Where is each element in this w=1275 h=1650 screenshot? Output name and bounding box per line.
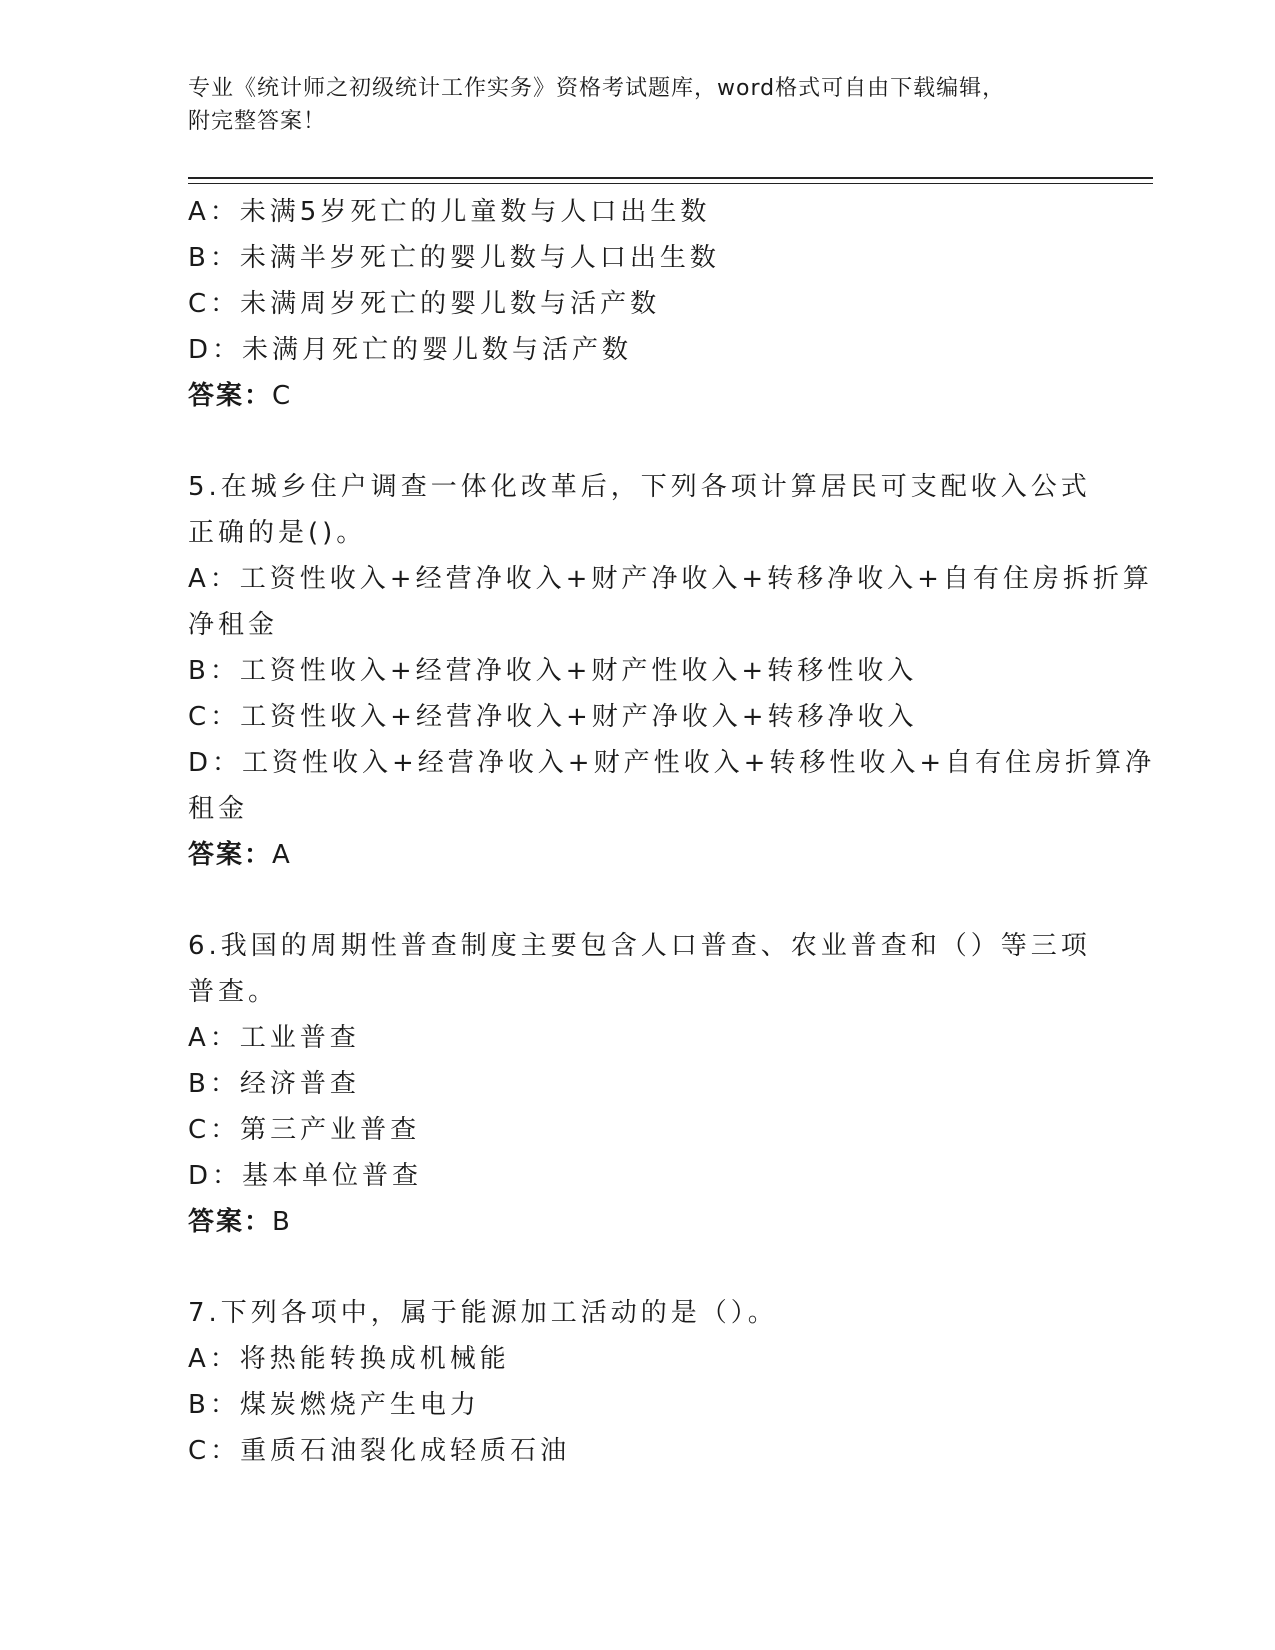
answer-label: 答案： (188, 1207, 273, 1237)
option-a: A：工业普查 (188, 1023, 360, 1053)
header-line-1: 专业《统计师之初级统计工作实务》资格考试题库，word格式可自由下载编辑， (188, 76, 1006, 101)
question-6 (188, 923, 1091, 1245)
option-c: C：工资性收入+经营净收入+财产净收入+转移净收入 (188, 702, 918, 732)
question-stem: 7.下列各项中，属于能源加工活动的是（）。 (188, 1298, 778, 1328)
question-spacer (188, 419, 1088, 464)
question-spacer (188, 1245, 1088, 1290)
question-7 (188, 1290, 1088, 1474)
answer-line (188, 1199, 1088, 1245)
option-b: B：未满半岁死亡的婴儿数与人口出生数 (188, 243, 720, 273)
question-stem-continued: 普查。 (188, 977, 279, 1007)
option-c: C：未满周岁死亡的婴儿数与活产数 (188, 289, 661, 319)
option-b: B：工资性收入+经营净收入+财产性收入+转移性收入 (188, 656, 918, 686)
option-b: B：煤炭燃烧产生电力 (188, 1390, 480, 1420)
option-d: D：基本单位普查 (188, 1161, 423, 1191)
option-a: A：未满5岁死亡的儿童数与人口出生数 (188, 197, 711, 227)
question-4 (188, 189, 1088, 419)
answer-label: 答案： (188, 381, 273, 411)
question-stem: 5.在城乡住户调查一体化改革后，下列各项计算居民可支配收入公式 (188, 472, 1091, 502)
answer-value: B (272, 1207, 292, 1237)
question-list (188, 189, 1156, 1474)
answer-line (188, 832, 1088, 878)
option-d: D：工资性收入+经营净收入+财产性收入+转移性收入+自有住房折算净 (188, 748, 1156, 778)
answer-value: C (272, 381, 293, 411)
header-line-2: 附完整答案！ (188, 109, 327, 134)
question-5 (188, 464, 1156, 878)
question-stem-continued: 正确的是()。 (188, 518, 367, 548)
answer-line (188, 373, 1088, 419)
document-header (188, 72, 1088, 138)
header-divider-thick (188, 177, 1153, 179)
option-b: B：经济普查 (188, 1069, 360, 1099)
option-d-continued: 租金 (188, 794, 249, 824)
option-a: A：将热能转换成机械能 (188, 1344, 510, 1374)
answer-label: 答案： (188, 840, 273, 870)
header-divider-thin (188, 183, 1153, 184)
option-d: D：未满月死亡的婴儿数与活产数 (188, 335, 633, 365)
option-c: C：第三产业普查 (188, 1115, 421, 1145)
question-stem: 6.我国的周期性普查制度主要包含人口普查、农业普查和（）等三项 (188, 931, 1091, 961)
option-a: A：工资性收入+经营净收入+财产净收入+转移净收入+自有住房拆折算 (188, 564, 1153, 594)
option-c: C：重质石油裂化成轻质石油 (188, 1436, 571, 1466)
answer-value: A (272, 840, 292, 870)
question-spacer (188, 878, 1088, 923)
option-a-continued: 净租金 (188, 610, 279, 640)
